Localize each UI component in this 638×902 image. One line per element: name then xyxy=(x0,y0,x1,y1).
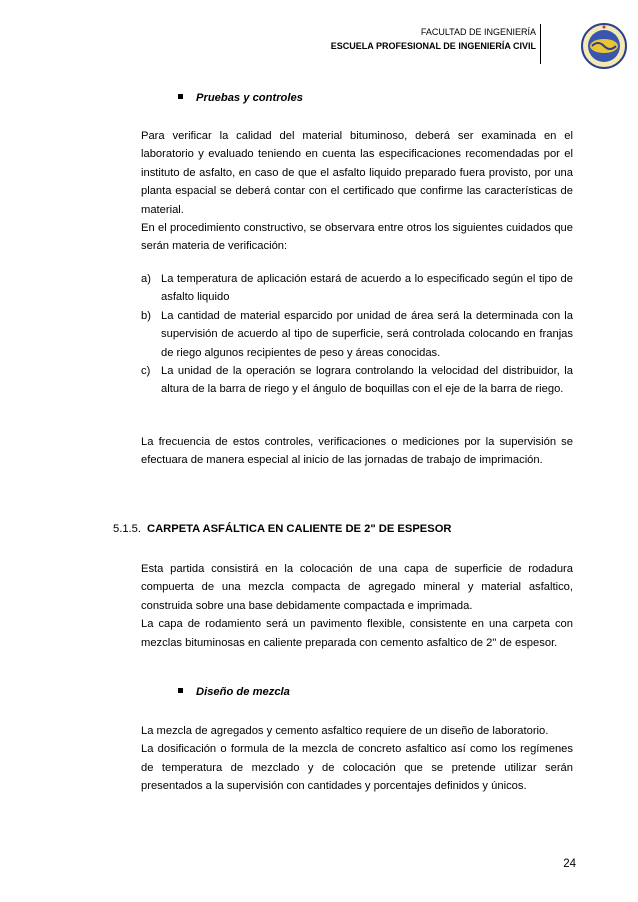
paragraph-block-1 xyxy=(141,127,573,256)
paragraph: Esta partida consistirá en la colocación de una capa de superficie de rodadura compuerta de una mezcla compacta de agregado mineral y material asfaltico, construida sobre una base debidamente compactada e imprimada. xyxy=(141,563,573,612)
paragraph: En el procedimiento constructivo, se observara entre otros los siguientes cuidados que serán materia de verificación: xyxy=(141,222,573,253)
list-item xyxy=(141,307,573,362)
paragraph: La dosificación o formula de la mezcla de concreto asfaltico así como los regímenes de temperatura de mezclado y de colocación que se pretende utilizar serán presentados a la supervisión con cantidades y porcentajes definidos y únicos. xyxy=(141,743,573,793)
paragraph-block-4 xyxy=(141,722,573,796)
list-item-text: La cantidad de material esparcido por unidad de área será la determinada con la supervisión de acuerdo al tipo de superficie, será controlada colocando en franjas de riego algunos recipientes de peso y áreas conocidas. xyxy=(161,309,573,359)
school-name: ESCUELA PROFESIONAL DE INGENIERÍA CIVIL xyxy=(330,41,536,51)
section-heading xyxy=(113,523,452,535)
verification-list xyxy=(141,270,573,399)
paragraph: La frecuencia de estos controles, verificaciones o mediciones por la supervisión se efectuara de manera especial al inicio de las jornadas de trabajo de imprimación. xyxy=(141,436,573,467)
paragraph: Para verificar la calidad del material bituminoso, deberá ser examinada en el laboratorio y evaluado teniendo en cuenta las especificaciones recomendadas por el instituto de asfalto, en caso de que el asfalto liquido preparado fuera provisto, por una planta espacial se deberá contar con el certificado que confirme las características de material. xyxy=(141,130,573,216)
paragraph-block-3 xyxy=(141,560,573,652)
paragraph: La mezcla de agregados y cemento asfaltico requiere de un diseño de laboratorio. xyxy=(141,725,549,737)
list-marker: c) xyxy=(141,365,151,378)
subheading-diseno xyxy=(178,686,290,698)
page-number: 24 xyxy=(563,858,576,870)
list-marker: b) xyxy=(141,309,151,322)
list-marker: a) xyxy=(141,273,151,285)
section-title: CARPETA ASFÁLTICA EN CALIENTE DE 2" DE ESPESOR xyxy=(147,523,452,535)
header-divider xyxy=(540,24,541,64)
square-bullet-icon xyxy=(178,688,183,693)
list-item-text: La temperatura de aplicación estará de acuerdo a lo especificado según el tipo de asfalto liquido xyxy=(161,273,573,304)
faculty-name: FACULTAD DE INGENIERÍA xyxy=(420,27,536,37)
paragraph: La capa de rodamiento será un pavimento flexible, consistente en una carpeta con mezclas bituminosas en caliente preparada con cemento asfaltico de 2" de espesor. xyxy=(141,618,573,649)
section-number: 5.1.5. xyxy=(113,523,141,535)
header-text xyxy=(331,25,536,53)
paragraph-block-2 xyxy=(141,433,573,470)
list-item-text: La unidad de la operación se lograra controlando la velocidad del distribuidor, la altura de la barra de riego y el ángulo de boquillas con el eje de la barra de riego. xyxy=(161,365,573,396)
subheading-text: Diseño de mezcla xyxy=(196,686,290,698)
subheading-text: Pruebas y controles xyxy=(196,92,303,104)
list-item xyxy=(141,362,573,399)
university-logo xyxy=(580,22,628,70)
square-bullet-icon xyxy=(178,94,183,99)
list-item xyxy=(141,270,573,307)
subheading-pruebas xyxy=(178,92,303,104)
